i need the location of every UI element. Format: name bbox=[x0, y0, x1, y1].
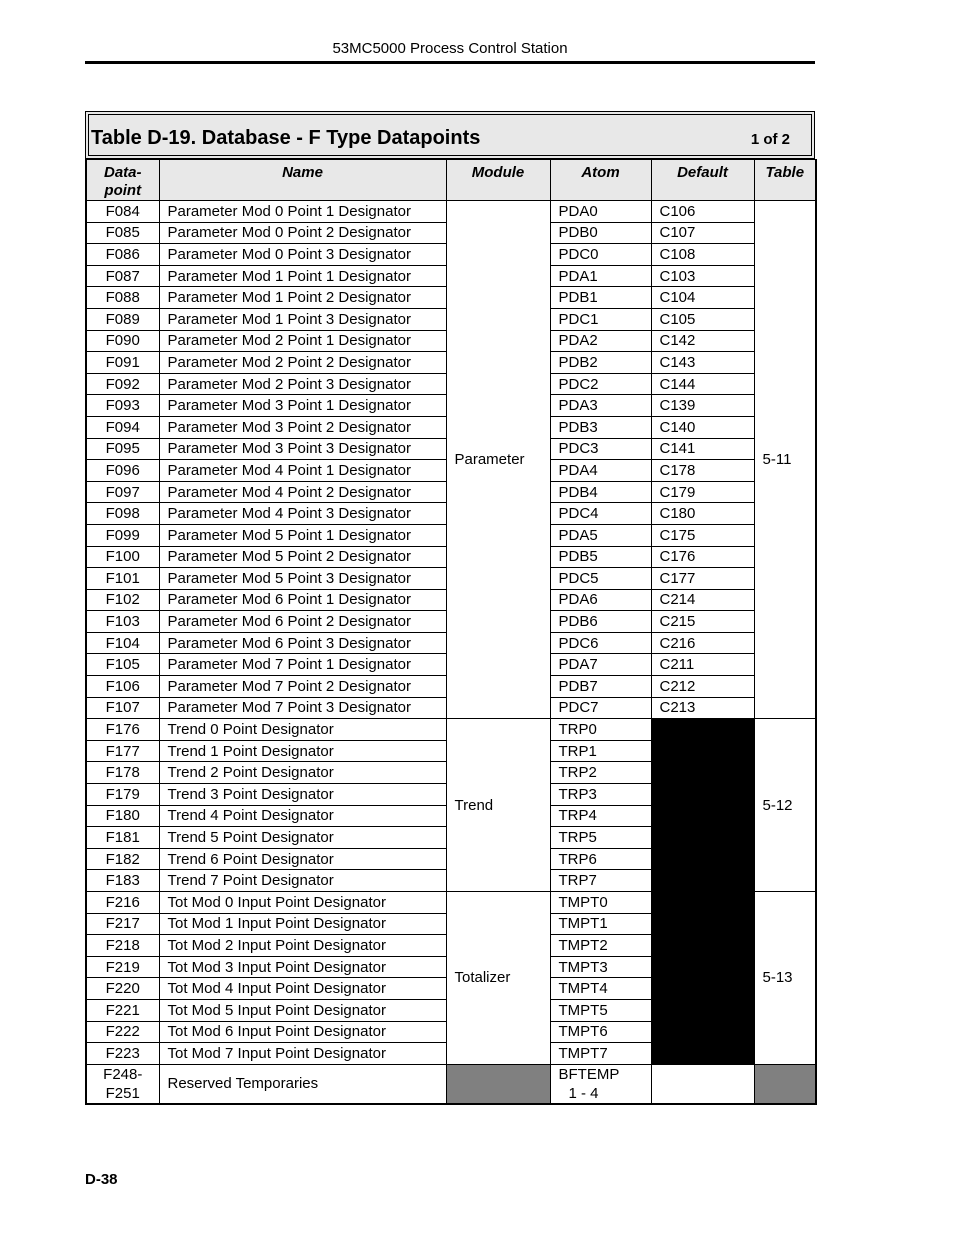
datapoint-cell: F087 bbox=[86, 265, 159, 287]
name-cell: Parameter Mod 0 Point 2 Designator bbox=[159, 222, 446, 244]
default-cell: C179 bbox=[651, 481, 754, 503]
col-header-table: Table bbox=[754, 160, 816, 201]
name-cell: Parameter Mod 2 Point 2 Designator bbox=[159, 352, 446, 374]
default-cell: C213 bbox=[651, 697, 754, 719]
datapoint-cell: F180 bbox=[86, 805, 159, 827]
table-ref-cell: 5-12 bbox=[754, 719, 816, 892]
name-cell: Parameter Mod 1 Point 1 Designator bbox=[159, 265, 446, 287]
name-cell: Parameter Mod 1 Point 3 Designator bbox=[159, 308, 446, 330]
datapoint-cell: F102 bbox=[86, 589, 159, 611]
name-cell: Tot Mod 3 Input Point Designator bbox=[159, 956, 446, 978]
name-cell: Tot Mod 7 Input Point Designator bbox=[159, 1043, 446, 1065]
default-cell: C142 bbox=[651, 330, 754, 352]
datapoint-cell: F104 bbox=[86, 632, 159, 654]
name-cell: Parameter Mod 7 Point 1 Designator bbox=[159, 654, 446, 676]
module-cell: Parameter bbox=[446, 201, 550, 719]
datapoint-cell: F223 bbox=[86, 1043, 159, 1065]
datapoint-cell: F220 bbox=[86, 978, 159, 1000]
atom-cell: TRP3 bbox=[550, 784, 651, 806]
default-cell: C211 bbox=[651, 654, 754, 676]
atom-cell: BFTEMP 1 - 4 bbox=[550, 1064, 651, 1104]
datapoint-cell: F092 bbox=[86, 373, 159, 395]
atom-cell: TRP7 bbox=[550, 870, 651, 892]
default-cell: C104 bbox=[651, 287, 754, 309]
datapoint-cell: F103 bbox=[86, 611, 159, 633]
name-cell: Trend 5 Point Designator bbox=[159, 827, 446, 849]
default-cell-blacked-out bbox=[651, 719, 754, 892]
name-cell: Parameter Mod 7 Point 3 Designator bbox=[159, 697, 446, 719]
atom-cell: PDB6 bbox=[550, 611, 651, 633]
atom-cell: PDC6 bbox=[550, 632, 651, 654]
name-cell: Parameter Mod 4 Point 1 Designator bbox=[159, 460, 446, 482]
datapoint-cell: F178 bbox=[86, 762, 159, 784]
atom-cell: TMPT6 bbox=[550, 1021, 651, 1043]
default-cell: C175 bbox=[651, 524, 754, 546]
default-cell: C143 bbox=[651, 352, 754, 374]
atom-cell: PDA3 bbox=[550, 395, 651, 417]
name-cell: Parameter Mod 4 Point 2 Designator bbox=[159, 481, 446, 503]
name-cell: Parameter Mod 6 Point 2 Designator bbox=[159, 611, 446, 633]
col-header-default: Default bbox=[651, 160, 754, 201]
atom-cell: PDB4 bbox=[550, 481, 651, 503]
datapoint-cell: F090 bbox=[86, 330, 159, 352]
name-cell: Parameter Mod 2 Point 3 Designator bbox=[159, 373, 446, 395]
atom-cell: PDB2 bbox=[550, 352, 651, 374]
name-cell: Trend 6 Point Designator bbox=[159, 848, 446, 870]
table-row bbox=[86, 719, 816, 741]
name-cell: Parameter Mod 0 Point 3 Designator bbox=[159, 244, 446, 266]
default-cell: C176 bbox=[651, 546, 754, 568]
name-cell: Parameter Mod 4 Point 3 Designator bbox=[159, 503, 446, 525]
name-cell: Tot Mod 1 Input Point Designator bbox=[159, 913, 446, 935]
datapoint-table bbox=[85, 111, 815, 1105]
default-cell: C108 bbox=[651, 244, 754, 266]
default-cell: C214 bbox=[651, 589, 754, 611]
table-ref-cell: 5-11 bbox=[754, 201, 816, 719]
datapoint-cell: F093 bbox=[86, 395, 159, 417]
atom-cell: TMPT5 bbox=[550, 999, 651, 1021]
atom-cell: TRP0 bbox=[550, 719, 651, 741]
table-page-count: 1 of 2 bbox=[750, 131, 790, 148]
default-cell: C212 bbox=[651, 676, 754, 698]
atom-cell: PDA6 bbox=[550, 589, 651, 611]
datapoint-cell: F179 bbox=[86, 784, 159, 806]
atom-cell: PDA5 bbox=[550, 524, 651, 546]
default-cell: C215 bbox=[651, 611, 754, 633]
default-cell: C140 bbox=[651, 416, 754, 438]
default-cell: C144 bbox=[651, 373, 754, 395]
default-cell: C106 bbox=[651, 201, 754, 223]
running-head: 53MC5000 Process Control Station bbox=[332, 40, 568, 57]
atom-cell: TMPT1 bbox=[550, 913, 651, 935]
col-header-name: Name bbox=[159, 160, 446, 201]
datapoint-cell: F107 bbox=[86, 697, 159, 719]
default-cell: C180 bbox=[651, 503, 754, 525]
datapoint-cell: F097 bbox=[86, 481, 159, 503]
default-cell: C178 bbox=[651, 460, 754, 482]
datapoint-cell: F085 bbox=[86, 222, 159, 244]
atom-cell: PDC4 bbox=[550, 503, 651, 525]
datapoint-cell: F221 bbox=[86, 999, 159, 1021]
name-cell: Parameter Mod 3 Point 3 Designator bbox=[159, 438, 446, 460]
name-cell: Tot Mod 2 Input Point Designator bbox=[159, 935, 446, 957]
atom-cell: PDA1 bbox=[550, 265, 651, 287]
name-cell: Tot Mod 5 Input Point Designator bbox=[159, 999, 446, 1021]
datapoint-cell: F091 bbox=[86, 352, 159, 374]
datapoint-cell: F100 bbox=[86, 546, 159, 568]
atom-cell: PDC0 bbox=[550, 244, 651, 266]
table-row bbox=[86, 201, 816, 223]
datapoint-cell: F088 bbox=[86, 287, 159, 309]
datapoint-cell: F177 bbox=[86, 740, 159, 762]
atom-cell: PDB7 bbox=[550, 676, 651, 698]
name-cell: Trend 4 Point Designator bbox=[159, 805, 446, 827]
datapoint-cell: F105 bbox=[86, 654, 159, 676]
default-cell: C139 bbox=[651, 395, 754, 417]
datapoint-cell: F106 bbox=[86, 676, 159, 698]
atom-cell: PDC5 bbox=[550, 568, 651, 590]
datapoint-cell: F218 bbox=[86, 935, 159, 957]
name-cell: Parameter Mod 2 Point 1 Designator bbox=[159, 330, 446, 352]
name-cell: Parameter Mod 5 Point 1 Designator bbox=[159, 524, 446, 546]
name-cell: Reserved Temporaries bbox=[159, 1064, 446, 1104]
name-cell: Parameter Mod 0 Point 1 Designator bbox=[159, 201, 446, 223]
default-cell: C105 bbox=[651, 308, 754, 330]
atom-cell: TMPT3 bbox=[550, 956, 651, 978]
default-cell-blacked-out bbox=[651, 892, 754, 1065]
atom-cell: TMPT2 bbox=[550, 935, 651, 957]
name-cell: Tot Mod 6 Input Point Designator bbox=[159, 1021, 446, 1043]
atom-cell: TRP5 bbox=[550, 827, 651, 849]
atom-cell: PDB3 bbox=[550, 416, 651, 438]
table-body bbox=[86, 201, 816, 1104]
table-title-bar bbox=[85, 111, 815, 159]
atom-cell: PDC2 bbox=[550, 373, 651, 395]
name-cell: Tot Mod 4 Input Point Designator bbox=[159, 978, 446, 1000]
module-cell: Trend bbox=[446, 719, 550, 892]
datapoint-cell: F217 bbox=[86, 913, 159, 935]
col-header-module: Module bbox=[446, 160, 550, 201]
datapoint-cell: F094 bbox=[86, 416, 159, 438]
table-ref-cell: 5-13 bbox=[754, 892, 816, 1065]
datapoint-cell: F219 bbox=[86, 956, 159, 978]
name-cell: Parameter Mod 7 Point 2 Designator bbox=[159, 676, 446, 698]
page-number: D-38 bbox=[85, 1171, 118, 1188]
default-cell: C103 bbox=[651, 265, 754, 287]
datapoint-cell: F098 bbox=[86, 503, 159, 525]
module-cell: Totalizer bbox=[446, 892, 550, 1065]
atom-cell: PDA7 bbox=[550, 654, 651, 676]
default-cell: C141 bbox=[651, 438, 754, 460]
table-title: Table D-19. Database - F Type Datapoints bbox=[91, 127, 481, 149]
atom-cell: PDA0 bbox=[550, 201, 651, 223]
table-grid bbox=[85, 159, 817, 1105]
column-header-row bbox=[86, 160, 816, 201]
atom-cell: TMPT0 bbox=[550, 892, 651, 914]
name-cell: Tot Mod 0 Input Point Designator bbox=[159, 892, 446, 914]
name-cell: Trend 1 Point Designator bbox=[159, 740, 446, 762]
module-cell-greyed bbox=[446, 1064, 550, 1104]
datapoint-cell: F101 bbox=[86, 568, 159, 590]
datapoint-cell: F096 bbox=[86, 460, 159, 482]
atom-cell: TRP6 bbox=[550, 848, 651, 870]
datapoint-cell: F183 bbox=[86, 870, 159, 892]
name-cell: Parameter Mod 5 Point 3 Designator bbox=[159, 568, 446, 590]
atom-cell: TMPT7 bbox=[550, 1043, 651, 1065]
default-cell: C107 bbox=[651, 222, 754, 244]
default-cell: C177 bbox=[651, 568, 754, 590]
header-rule bbox=[85, 61, 815, 64]
col-header-atom: Atom bbox=[550, 160, 651, 201]
default-cell: C216 bbox=[651, 632, 754, 654]
atom-cell: PDC1 bbox=[550, 308, 651, 330]
col-header-datapoint: Data- point bbox=[86, 160, 159, 201]
name-cell: Trend 3 Point Designator bbox=[159, 784, 446, 806]
datapoint-cell: F222 bbox=[86, 1021, 159, 1043]
atom-cell: PDB1 bbox=[550, 287, 651, 309]
name-cell: Parameter Mod 1 Point 2 Designator bbox=[159, 287, 446, 309]
atom-cell: PDA4 bbox=[550, 460, 651, 482]
datapoint-cell: F182 bbox=[86, 848, 159, 870]
table-row bbox=[86, 892, 816, 914]
datapoint-cell: F084 bbox=[86, 201, 159, 223]
atom-cell: TMPT4 bbox=[550, 978, 651, 1000]
atom-cell: TRP2 bbox=[550, 762, 651, 784]
atom-cell: PDA2 bbox=[550, 330, 651, 352]
name-cell: Parameter Mod 3 Point 1 Designator bbox=[159, 395, 446, 417]
name-cell: Parameter Mod 3 Point 2 Designator bbox=[159, 416, 446, 438]
datapoint-cell: F181 bbox=[86, 827, 159, 849]
datapoint-cell: F089 bbox=[86, 308, 159, 330]
atom-cell: PDC7 bbox=[550, 697, 651, 719]
table-row-reserved bbox=[86, 1064, 816, 1104]
name-cell: Trend 7 Point Designator bbox=[159, 870, 446, 892]
atom-cell: TRP1 bbox=[550, 740, 651, 762]
datapoint-cell: F086 bbox=[86, 244, 159, 266]
name-cell: Trend 0 Point Designator bbox=[159, 719, 446, 741]
datapoint-cell: F099 bbox=[86, 524, 159, 546]
default-cell bbox=[651, 1064, 754, 1104]
datapoint-cell: F216 bbox=[86, 892, 159, 914]
atom-cell: PDB0 bbox=[550, 222, 651, 244]
datapoint-cell: F176 bbox=[86, 719, 159, 741]
name-cell: Parameter Mod 6 Point 1 Designator bbox=[159, 589, 446, 611]
name-cell: Trend 2 Point Designator bbox=[159, 762, 446, 784]
atom-cell: TRP4 bbox=[550, 805, 651, 827]
table-ref-cell-greyed bbox=[754, 1064, 816, 1104]
atom-cell: PDC3 bbox=[550, 438, 651, 460]
datapoint-cell: F248- F251 bbox=[86, 1064, 159, 1104]
datapoint-cell: F095 bbox=[86, 438, 159, 460]
name-cell: Parameter Mod 5 Point 2 Designator bbox=[159, 546, 446, 568]
atom-cell: PDB5 bbox=[550, 546, 651, 568]
name-cell: Parameter Mod 6 Point 3 Designator bbox=[159, 632, 446, 654]
